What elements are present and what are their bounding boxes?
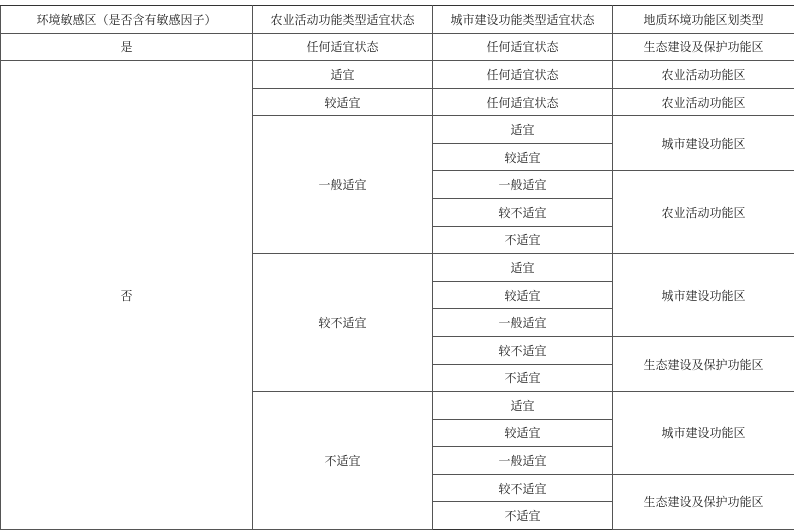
cell-zone: 农业活动功能区: [613, 88, 794, 116]
cell-sensitive-no: 否: [1, 61, 253, 530]
cell-urban: 较适宜: [433, 143, 613, 171]
cell-urban: 较适宜: [433, 281, 613, 309]
header-agri-suitability: 农业活动功能类型适宜状态: [253, 6, 433, 34]
header-sensitive-area: 环境敏感区（是否含有敏感因子）: [1, 6, 253, 34]
cell-urban: 一般适宜: [433, 309, 613, 337]
cell-agri: 一般适宜: [253, 116, 433, 254]
cell-sensitive-yes: 是: [1, 33, 253, 61]
cell-urban: 任何适宜状态: [433, 88, 613, 116]
table-row: [1, 61, 794, 89]
cell-urban: 较不适宜: [433, 474, 613, 502]
table-row: [1, 33, 794, 61]
cell-urban: 一般适宜: [433, 171, 613, 199]
cell-agri: 较适宜: [253, 88, 433, 116]
cell-urban: 较不适宜: [433, 199, 613, 227]
cell-zone: 城市建设功能区: [613, 254, 794, 337]
cell-urban: 较不适宜: [433, 336, 613, 364]
header-urban-suitability: 城市建设功能类型适宜状态: [433, 6, 613, 34]
cell-urban: 适宜: [433, 392, 613, 420]
cell-zone: 生态建设及保护功能区: [613, 474, 794, 529]
cell-agri: 较不适宜: [253, 254, 433, 392]
cell-agri: 不适宜: [253, 392, 433, 530]
cell-urban: 不适宜: [433, 226, 613, 254]
cell-urban: 适宜: [433, 254, 613, 282]
header-row: [1, 6, 794, 34]
cell-urban: 不适宜: [433, 502, 613, 530]
cell-agri: 任何适宜状态: [253, 33, 433, 61]
cell-zone: 城市建设功能区: [613, 116, 794, 171]
cell-zone: 生态建设及保护功能区: [613, 33, 794, 61]
cell-urban: 不适宜: [433, 364, 613, 392]
zoning-classification-table: [0, 5, 794, 530]
cell-urban: 适宜: [433, 116, 613, 144]
cell-agri: 适宜: [253, 61, 433, 89]
cell-zone: 生态建设及保护功能区: [613, 336, 794, 391]
cell-zone: 农业活动功能区: [613, 61, 794, 89]
cell-urban: 任何适宜状态: [433, 33, 613, 61]
cell-urban: 一般适宜: [433, 447, 613, 475]
cell-urban: 任何适宜状态: [433, 61, 613, 89]
header-zone-type: 地质环境功能区划类型: [613, 6, 794, 34]
cell-zone: 农业活动功能区: [613, 171, 794, 254]
cell-urban: 较适宜: [433, 419, 613, 447]
cell-zone: 城市建设功能区: [613, 392, 794, 475]
